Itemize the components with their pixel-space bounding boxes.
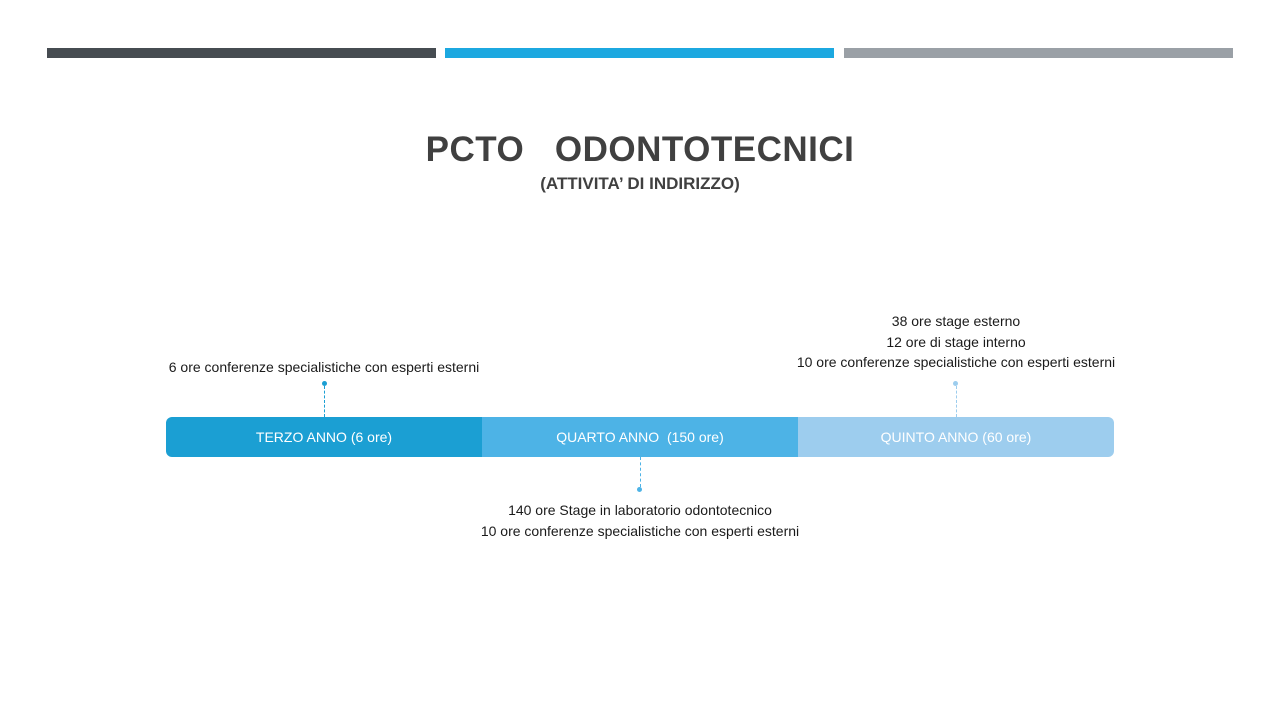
top-accent-bar-dark [47, 48, 436, 58]
quarto-anno-note [440, 500, 840, 541]
top-accent-bar-blue [445, 48, 834, 58]
top-accent-bar-gray [844, 48, 1233, 58]
quinto-connector-line [956, 386, 957, 417]
quinto-note-line: 12 ore di stage interno [886, 333, 1026, 350]
timeline-segment-quinto: QUINTO ANNO (60 ore) [798, 417, 1114, 457]
quinto-note-line: 38 ore stage esterno [891, 313, 1021, 329]
terzo-note-line: 6 ore conferenze specialistiche con esperti esterni [168, 359, 480, 375]
quinto-anno-note [756, 311, 1156, 373]
slide-title: PCTO ODONTOTECNICI [425, 130, 855, 169]
quinto-note-line: 10 ore conferenze specialistiche con esperti esterni [796, 354, 1116, 370]
timeline-segment-quarto: QUARTO ANNO (150 ore) [482, 417, 798, 457]
timeline-bar [166, 417, 1114, 457]
quarto-connector-line [640, 457, 641, 487]
slide-subtitle: (ATTIVITA’ DI INDIRIZZO) [540, 174, 740, 193]
quarto-note-line: 140 ore Stage in laboratorio odontotecnico [508, 502, 772, 518]
terzo-connector-line [324, 386, 325, 417]
quarto-note-line: 10 ore conferenze specialistiche con esperti esterni [480, 522, 800, 539]
terzo-anno-note [124, 357, 524, 378]
timeline-segment-terzo: TERZO ANNO (6 ore) [166, 417, 482, 457]
quarto-connector-dot [637, 487, 642, 492]
